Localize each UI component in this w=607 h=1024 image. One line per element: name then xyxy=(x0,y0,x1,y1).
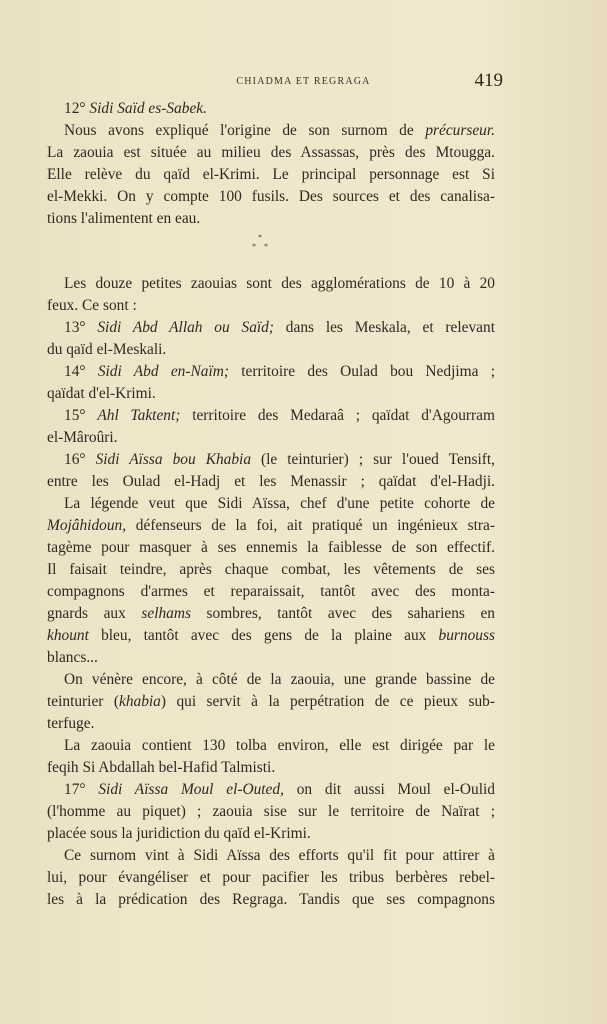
item-name: Sidi Saïd es-Sabek. xyxy=(89,100,207,117)
item-number: 17° xyxy=(64,781,86,798)
text-line: 14° Sidi Abd en-Naïm; territoire des Oulad bou Nedjima ; xyxy=(64,363,495,380)
text-line: 15° Ahl Taktent; territoire des Medaraâ ; qaïdat d'Agourram xyxy=(64,407,495,424)
text-line: les à la prédication des Regraga. Tandis que ses compagnons xyxy=(47,891,495,908)
text-line: gnards aux selhams sombres, tantôt avec des sahariens en xyxy=(47,605,495,622)
item-name: Sidi Abd en-Naïm; xyxy=(97,363,229,380)
text-line: el-Mâroûri. xyxy=(47,429,118,446)
text-line: lui, pour évangéliser et pour pacifier les tribus berbères rebel- xyxy=(47,869,495,886)
running-header xyxy=(0,70,607,94)
text-line: teinturier (khabia) qui servit à la perpétration de ce pieux sub- xyxy=(47,693,495,710)
text-line: Nous avons expliqué l'origine de son surnom de précurseur. xyxy=(64,122,495,139)
text-line: Ce surnom vint à Sidi Aïssa des efforts qu'il fit pour attirer à xyxy=(64,847,495,864)
item-number: 13° xyxy=(64,319,86,336)
item-number: 16° xyxy=(64,451,86,468)
page-number: 419 xyxy=(474,70,503,91)
text-line: compagnons d'armes et reparaissait, tantôt avec des monta- xyxy=(47,583,495,600)
text-line xyxy=(47,98,495,120)
body-text xyxy=(47,98,495,911)
section-asterism xyxy=(47,230,495,273)
item-name: Ahl Taktent; xyxy=(97,407,181,424)
text-line: On vénère encore, à côté de la zaouia, une grande bassine de xyxy=(64,671,495,688)
item-name: Sidi Abd Allah ou Saïd; xyxy=(97,319,274,336)
item-name: Sidi Aïssa Moul el-Outed, xyxy=(98,781,284,798)
text-line: qaïdat d'el-Krimi. xyxy=(47,385,156,402)
text-line: 13° Sidi Abd Allah ou Saïd; dans les Meskala, et relevant xyxy=(64,319,495,336)
text-line: Mojâhidoun, défenseurs de la foi, ait pratiqué un ingénieux stra- xyxy=(47,517,495,534)
text-line: du qaïd el-Meskali. xyxy=(47,341,167,358)
item-name: Sidi Aïssa bou Khabia xyxy=(95,451,252,468)
item-number: 15° xyxy=(64,407,86,424)
item-number: 14° xyxy=(64,363,86,380)
text-line: La zaouia contient 130 tolba environ, elle est dirigée par le xyxy=(64,737,495,754)
asterism-star: * xyxy=(258,233,262,242)
text-line: 17° Sidi Aïssa Moul el-Outed, on dit aussi Moul el-Oulid xyxy=(64,781,495,798)
asterism-star: * xyxy=(252,242,256,251)
text-line: Elle relève du qaïd el-Krimi. Le principal personnage est Si xyxy=(47,166,495,183)
text-line: 16° Sidi Aïssa bou Khabia (le teinturier) ; sur l'oued Tensift, xyxy=(64,451,495,468)
text-line: feqih Si Abdallah bel-Hafid Talmisti. xyxy=(47,759,276,776)
text-line: Il faisait teindre, après chaque combat, les vêtements de ses xyxy=(47,561,495,578)
text-line: khount bleu, tantôt avec des gens de la plaine aux burnouss xyxy=(47,627,495,644)
running-title: CHIADMA ET REGRAGA xyxy=(236,76,371,87)
text-line: La légende veut que Sidi Aïssa, chef d'une petite cohorte de xyxy=(64,495,495,512)
item-number: 12° xyxy=(64,100,86,117)
text-line: terfuge. xyxy=(47,715,95,732)
asterism-star: * xyxy=(264,242,268,251)
text-line: feux. Ce sont : xyxy=(47,297,137,314)
text-line: blancs... xyxy=(47,649,98,666)
text-line: el-Mekki. On y compte 100 fusils. Des sources et des canalisa- xyxy=(47,188,495,205)
text-line: (l'homme au piquet) ; zaouia sise sur le territoire de Naïrat ; xyxy=(47,803,495,820)
text-line: placée sous la juridiction du qaïd el-Krimi. xyxy=(47,825,311,842)
text-line: entre les Oulad el-Hadj et les Menassir ; qaïdat d'el-Hadji. xyxy=(47,473,495,490)
text-line: La zaouia est située au milieu des Assassas, près des Mtougga. xyxy=(47,144,495,161)
text-line: Les douze petites zaouias sont des agglomérations de 10 à 20 xyxy=(64,275,495,292)
text-line: tions l'alimentent en eau. xyxy=(47,210,201,227)
text-line: tagème pour masquer à ses ennemis la faiblesse de son effectif. xyxy=(47,539,495,556)
